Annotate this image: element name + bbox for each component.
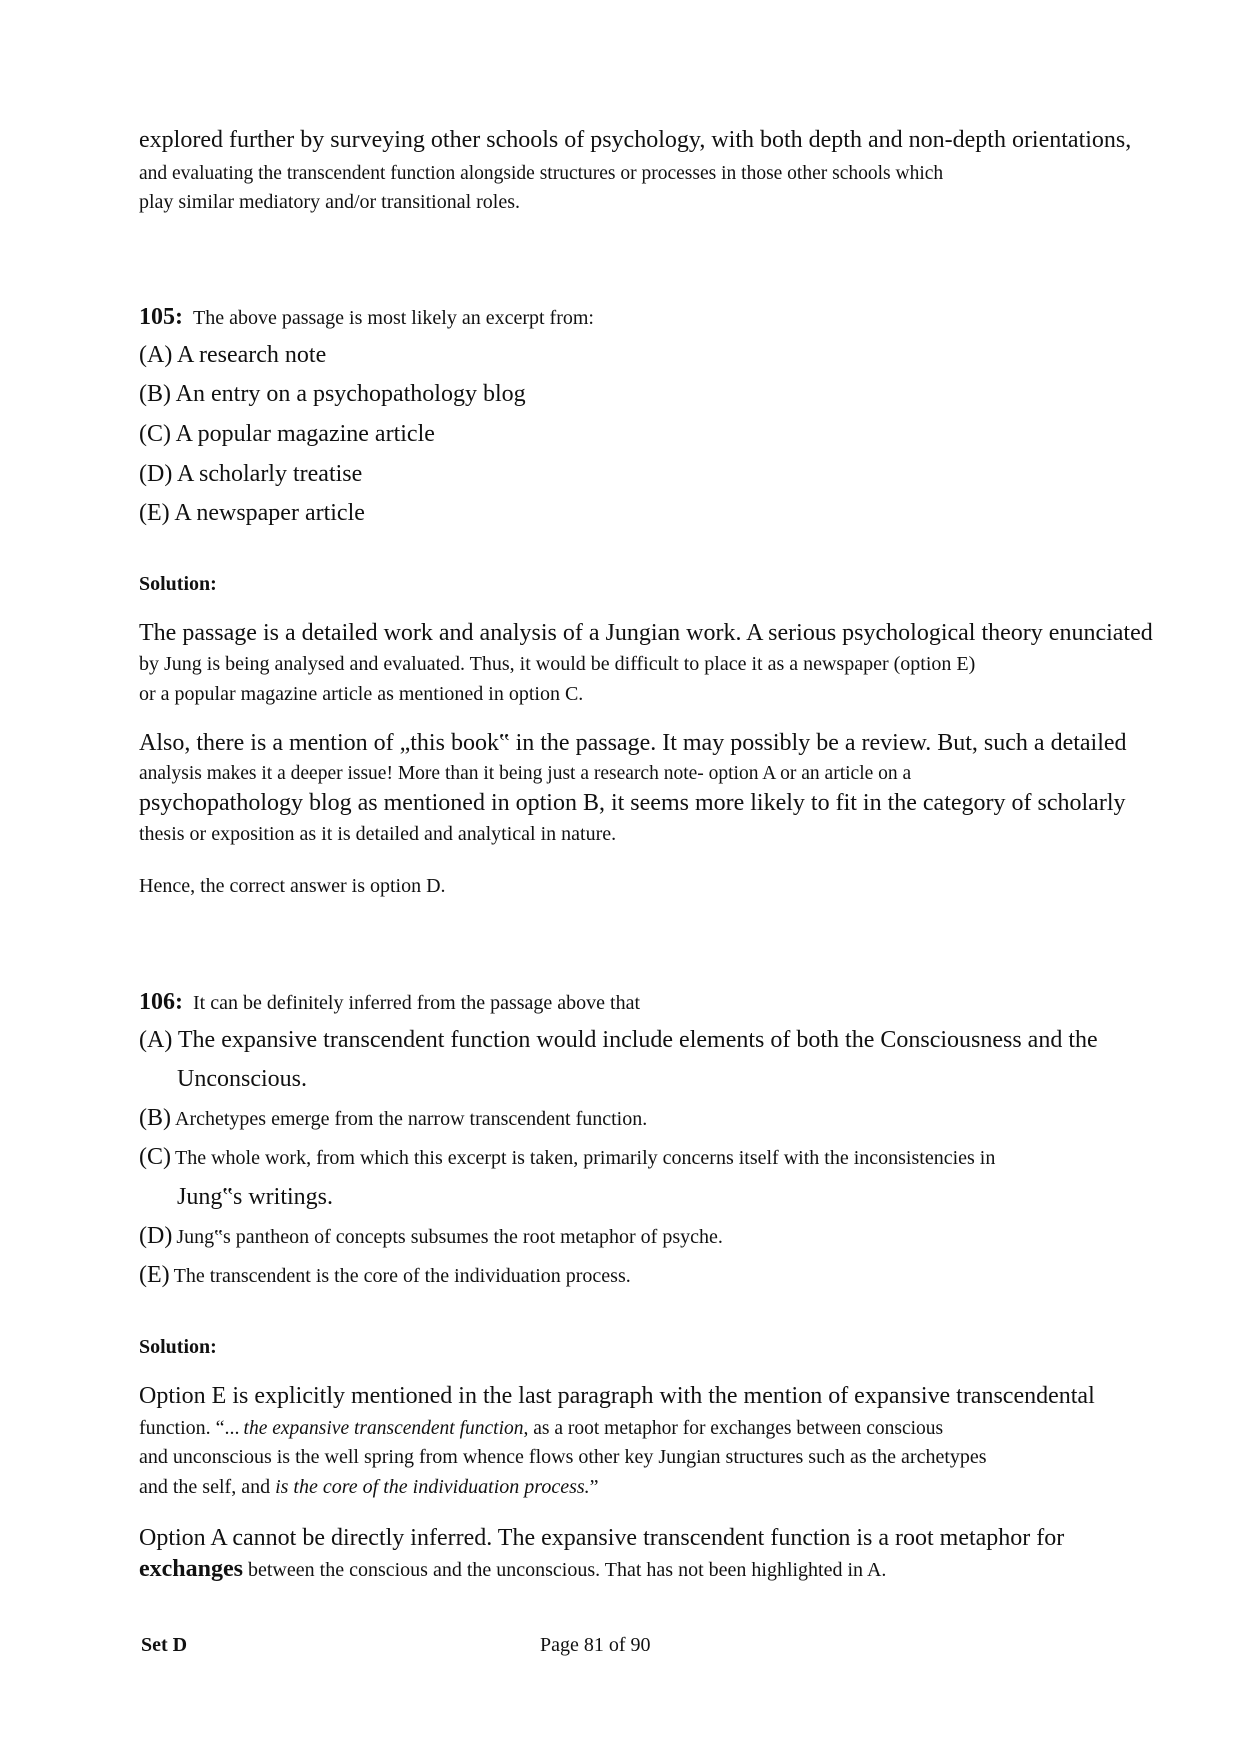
q105-p2-line-2: analysis makes it a deeper issue! More than it being just a research note- option A or an article on a — [139, 763, 912, 784]
q105-option-e: (E) A newspaper article — [139, 500, 365, 526]
q106-s1-line-3: and unconscious is the well spring from whence flows other key Jungian structures such as the archetypes — [139, 1446, 987, 1468]
q105-p1-line-3: or a popular magazine article as mentioned in option C. — [139, 683, 584, 705]
text-span: , as a root metaphor for exchanges between conscious — [523, 1418, 944, 1439]
option-prefix: (E) — [139, 1262, 170, 1288]
option-text: The transcendent is the core of the individuation process. — [173, 1265, 631, 1287]
text-span: function. “... — [139, 1417, 240, 1439]
text-span: ” — [589, 1476, 599, 1498]
q105-p2-line-4: thesis or exposition as it is detailed and analytical in nature. — [139, 823, 617, 845]
question-106 — [139, 990, 640, 1014]
text-span: and the self, and — [139, 1476, 276, 1498]
q105-option-d: (D) A scholarly treatise — [139, 461, 363, 487]
q105-p1-line-1: The passage is a detailed work and analysis of a Jungian work. A serious psychological theory enunciated — [139, 620, 1153, 646]
text-span: between the conscious and the unconscious. That has not been highlighted in A. — [243, 1559, 887, 1581]
option-prefix: (C) — [139, 1144, 171, 1170]
question-number: 106: — [139, 989, 183, 1015]
q105-option-b: (B) An entry on a psychopathology blog — [139, 381, 526, 407]
q105-p2-line-1: Also, there is a mention of „this book‟ in the passage. It may possibly be a review. But, such a detailed — [139, 730, 1127, 756]
q106-option-a-line-1: (A) The expansive transcendent function would include elements of both the Consciousness and the — [139, 1027, 1098, 1053]
q106-s1-line-4 — [139, 1477, 599, 1497]
q106-option-a-line-2: Unconscious. — [177, 1066, 307, 1092]
option-text: Archetypes emerge from the narrow transcendent function. — [175, 1108, 648, 1130]
intro-line-2: and evaluating the transcendent function alongside structures or processes in those other schools which — [139, 163, 944, 184]
q106-s2-line-1: Option A cannot be directly inferred. The expansive transcendent function is a root metaphor for — [139, 1525, 1065, 1551]
q105-solution-label: Solution: — [139, 573, 217, 595]
q105-option-a: (A) A research note — [139, 342, 327, 368]
option-prefix: (D) — [139, 1223, 173, 1249]
q106-option-e — [139, 1263, 631, 1287]
q106-option-c-line-1 — [139, 1145, 995, 1169]
quoted-italic: the expansive transcendent function — [243, 1418, 524, 1439]
q106-option-d — [139, 1224, 723, 1248]
q106-s2-line-2 — [139, 1557, 886, 1581]
quoted-italic: is the core of the individuation process. — [275, 1476, 590, 1498]
q105-p2-line-3: psychopathology blog as mentioned in option B, it seems more likely to fit in the category of scholarly — [139, 790, 1126, 816]
footer-set-label: Set D — [141, 1634, 188, 1656]
option-text: The whole work, from which this excerpt is taken, primarily concerns itself with the inconsistencies in — [175, 1147, 996, 1169]
q105-answer: Hence, the correct answer is option D. — [139, 875, 446, 897]
question-105 — [139, 305, 594, 329]
intro-line-3: play similar mediatory and/or transitional roles. — [139, 191, 521, 213]
q106-solution-label: Solution: — [139, 1336, 217, 1358]
footer-page-number: Page 81 of 90 — [540, 1634, 651, 1656]
q106-s1-line-2 — [139, 1418, 943, 1439]
question-text: The above passage is most likely an excerpt from: — [193, 307, 594, 329]
question-text: It can be definitely inferred from the passage above that — [193, 992, 641, 1014]
option-text: Jung‟s pantheon of concepts subsumes the root metaphor of psyche. — [176, 1226, 723, 1248]
q106-option-c-line-2: Jung‟s writings. — [177, 1184, 333, 1210]
question-number: 105: — [139, 304, 183, 330]
bold-word: exchanges — [139, 1556, 243, 1582]
q106-option-b — [139, 1106, 647, 1130]
q105-p1-line-2: by Jung is being analysed and evaluated. Thus, it would be difficult to place it as a newspaper (option E) — [139, 653, 976, 675]
q106-s1-line-1: Option E is explicitly mentioned in the last paragraph with the mention of expansive transcendental — [139, 1383, 1095, 1409]
q105-option-c: (C) A popular magazine article — [139, 421, 435, 447]
option-prefix: (B) — [139, 1105, 171, 1131]
intro-line-1: explored further by surveying other schools of psychology, with both depth and non-depth orientations, — [139, 127, 1132, 153]
